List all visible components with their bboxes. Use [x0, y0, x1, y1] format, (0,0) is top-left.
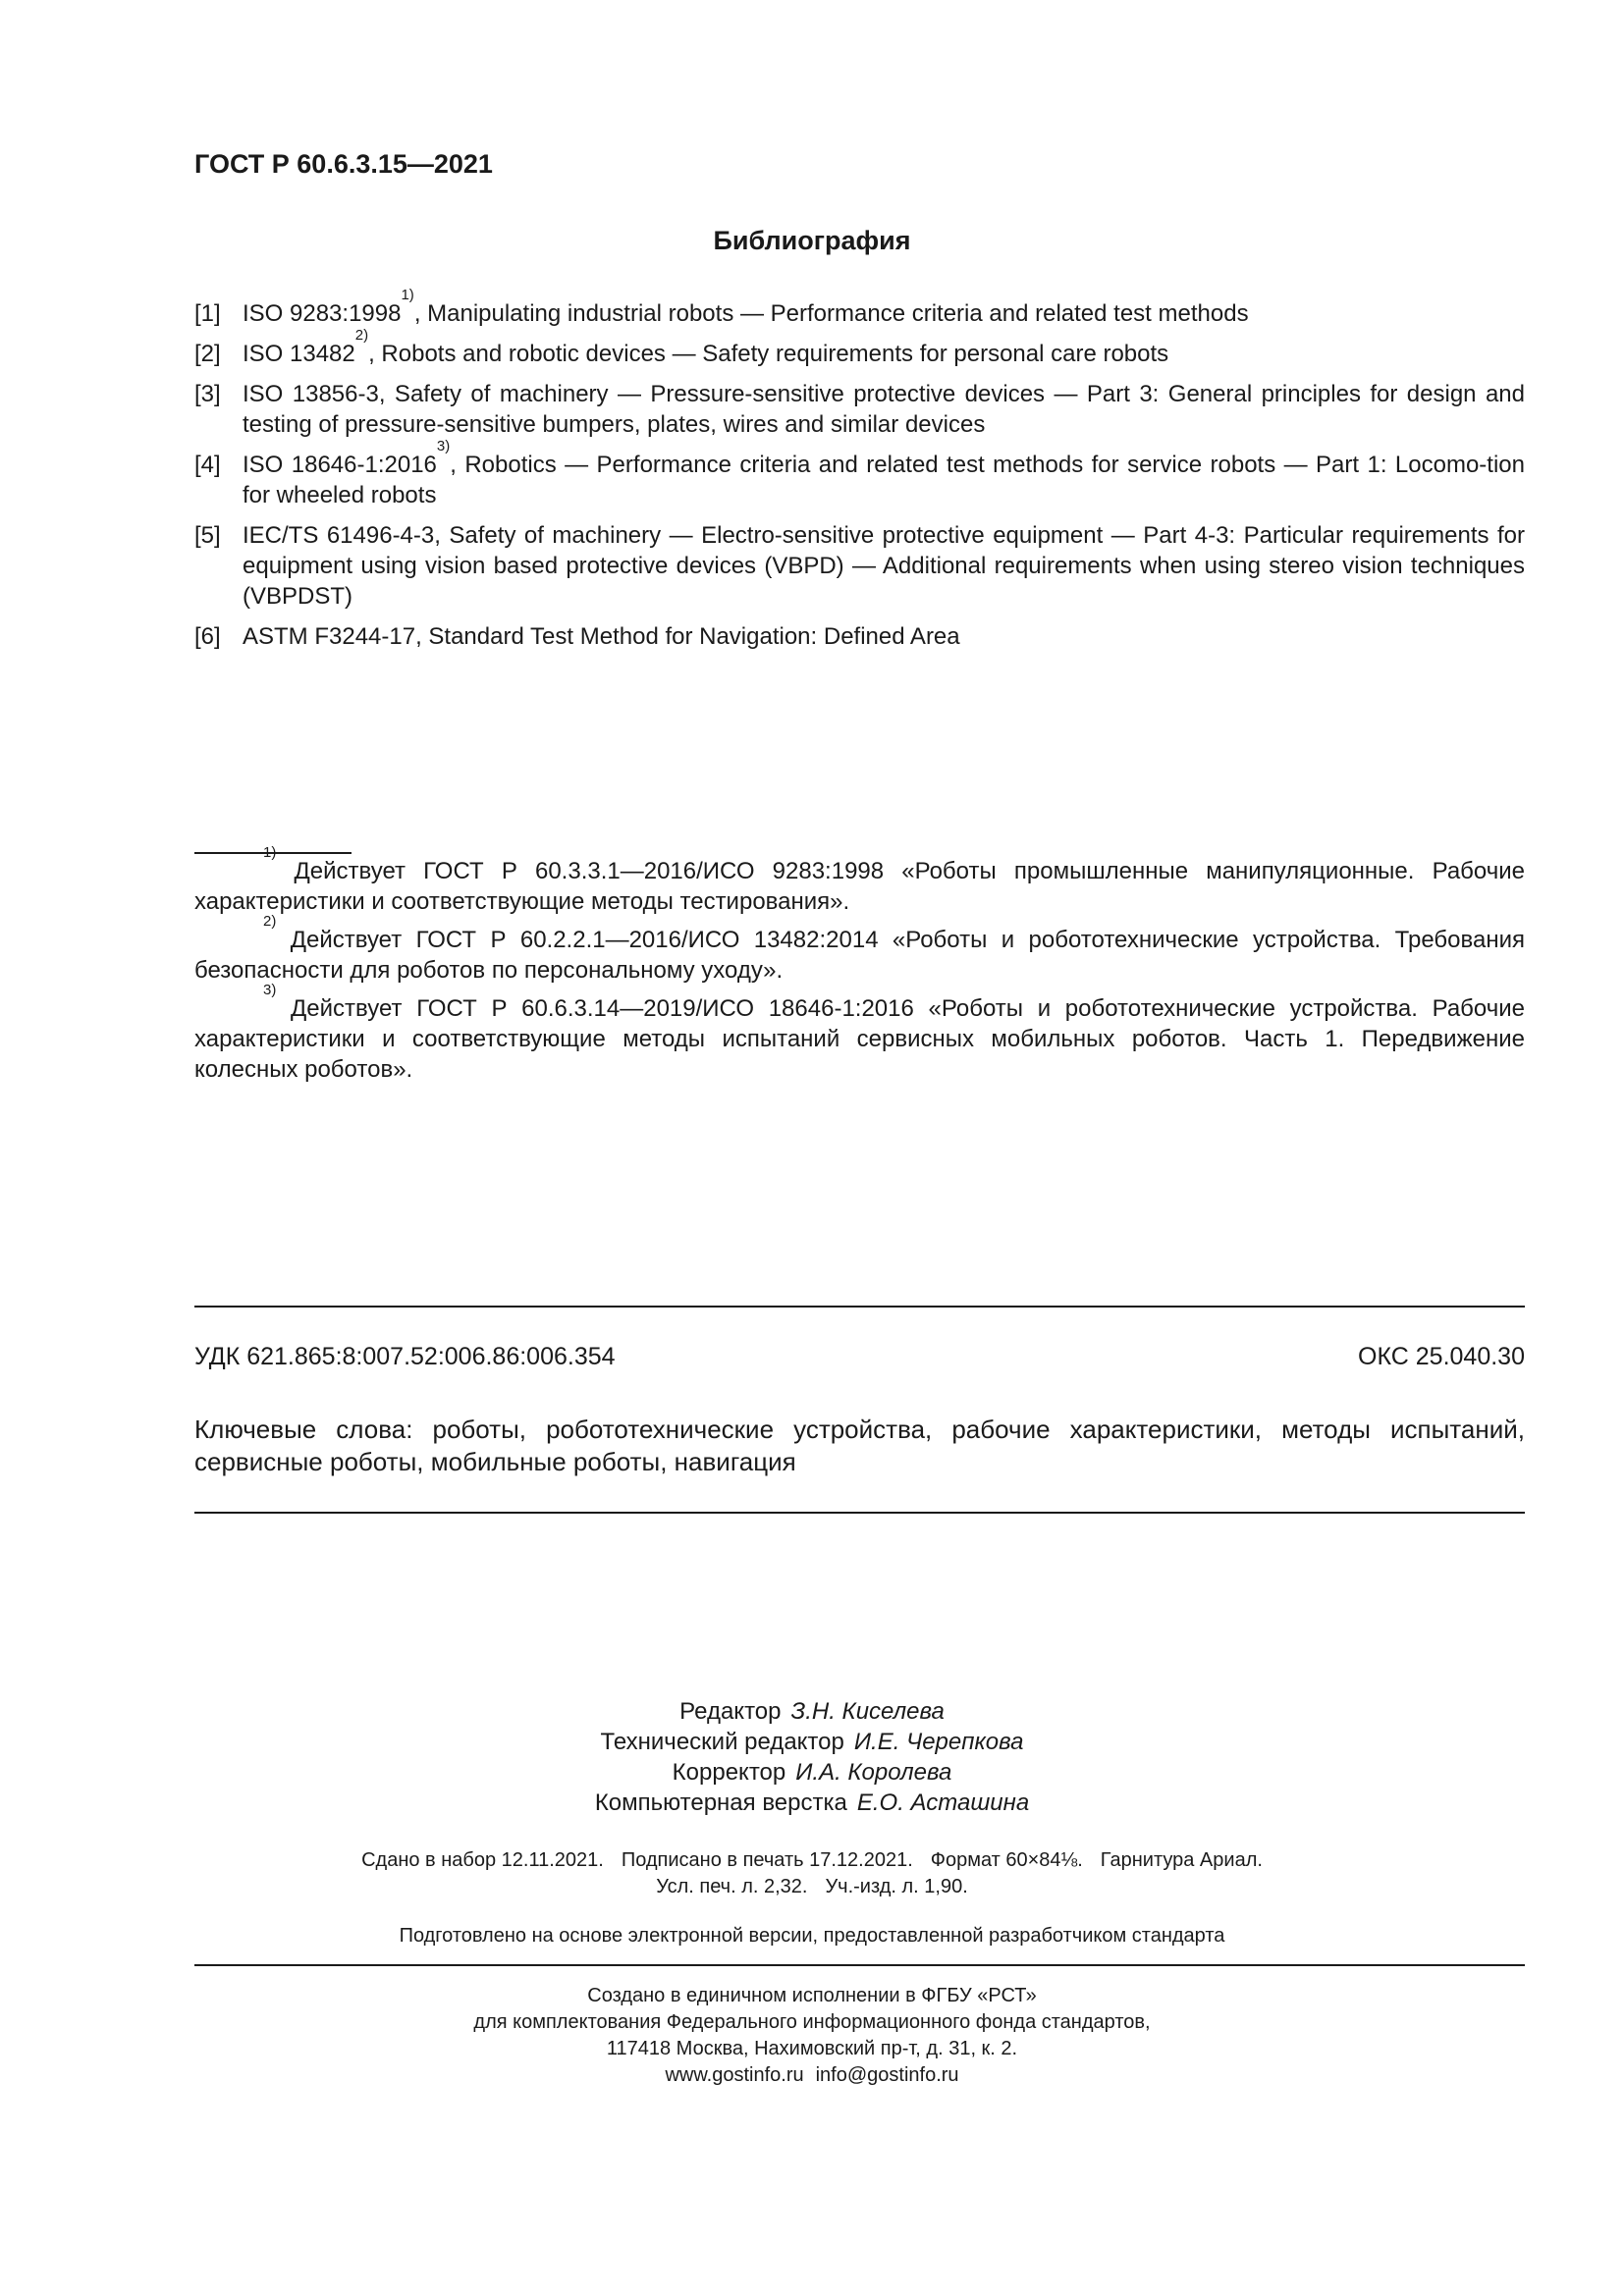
- bibliography-item-text: ISO 9283:1998$^{1)}$, Manipulating industrial robots — Performance criteria and related test methods: [243, 287, 1249, 327]
- footnote: $^{3)}$ Действует ГОСТ Р 60.6.3.14—2019/ИСО 18646-1:2016 «Роботы и робототехнические устройства. Рабочие характеристики и соответствующие методы испытаний сервисных мобильных роботов. Часть 1. Передвижение колесных роботов».: [194, 982, 1525, 1083]
- bibliography-item: [194, 520, 1525, 612]
- publisher-info: Создано в единичном исполнении в ФГБУ «РСТ» для комплектования Федерального информационного фонда стандартов, 117418 Москва, Нахимовский пр-т, д. 31, к. 2. www.gostinfo.ru info@gostinfo.ru: [473, 1985, 1151, 2086]
- bibliography-item: [194, 327, 1525, 369]
- keywords: Ключевые слова: роботы, робототехнические устройства, рабочие характеристики, методы испытаний, сервисные роботы, мобильные роботы, навигация: [194, 1415, 1525, 1476]
- print-info: Сдано в набор 12.11.2021. Подписано в печать 17.12.2021. Формат 60×84⅛. Гарнитура Ариал. Усл. печ. л. 2,32. Уч.-изд. л. 1,90.: [361, 1849, 1263, 1897]
- credits: [0, 1696, 1624, 1818]
- bibliography-list: [194, 287, 1525, 662]
- bibliography-item-number: [5]: [194, 522, 221, 549]
- bibliography-item-text: ISO 13482$^{2)}$, Robots and robotic devices — Safety requirements for personal care robots: [243, 327, 1169, 367]
- divider: [194, 1964, 1525, 1966]
- footnote-mark: 3): [263, 982, 277, 998]
- email-link[interactable]: info@gostinfo.ru: [815, 2064, 959, 2086]
- oks-code: ОКС 25.040.30: [1358, 1343, 1525, 1370]
- bibliography-item: [194, 621, 1525, 652]
- bibliography-item-number: [4]: [194, 452, 221, 478]
- bibliography-title: Библиография: [713, 226, 911, 255]
- bibliography-item-text: ISO 13856-3, Safety of machinery — Pressure-sensitive protective devices — Part 3: General principles for design and testing of pressure-sensitive bumpers, plates, wires and similar devices: [243, 381, 1525, 438]
- bibliography-item-text: ASTM F3244-17, Standard Test Method for Navigation: Defined Area: [243, 623, 960, 650]
- footnote-ref: 1): [401, 287, 414, 303]
- footnote-ref: 3): [436, 438, 451, 454]
- footnote-ref: 2): [354, 327, 369, 344]
- prepared-note: Подготовлено на основе электронной версии, предоставленной разработчиком стандарта: [399, 1925, 1225, 1947]
- credit-line: Редактор З.Н. Киселева: [679, 1698, 945, 1725]
- website-link[interactable]: www.gostinfo.ru: [665, 2064, 804, 2086]
- credit-line: Компьютерная верстка Е.О. Асташина: [594, 1789, 1030, 1816]
- bibliography-item: [194, 287, 1525, 329]
- footnote-mark: 1): [263, 844, 277, 861]
- bibliography-item-number: [3]: [194, 381, 221, 407]
- footnote: $^{2)}$ Действует ГОСТ Р 60.2.2.1—2016/ИСО 13482:2014 «Роботы и робототехнические устройства. Требования безопасности для роботов по персональному уходу».: [194, 913, 1525, 984]
- divider: [194, 1306, 1525, 1308]
- divider: [194, 1512, 1525, 1514]
- footnotes: [194, 844, 1525, 1093]
- credit-line: Технический редактор И.Е. Черепкова: [600, 1729, 1024, 1755]
- udk-code: УДК 621.865:8:007.52:006.86:006.354: [194, 1343, 616, 1370]
- bibliography-item: [194, 379, 1525, 440]
- footnote: $^{1)}$ Действует ГОСТ Р 60.3.3.1—2016/ИСО 9283:1998 «Роботы промышленные манипуляционные. Рабочие характеристики и соответствующие методы тестирования».: [194, 844, 1525, 915]
- bibliography-item-number: [6]: [194, 623, 221, 650]
- bibliography-item: [194, 438, 1525, 510]
- bibliography-item-number: [1]: [194, 300, 221, 327]
- document-code: ГОСТ Р 60.6.3.15—2021: [194, 149, 493, 179]
- bibliography-item-text: IEC/TS 61496-4-3, Safety of machinery — Electro-sensitive protective equipment — Part 4-3: Particular requirements for equipment using vision based protective devices (VBPD) — Additional requirements when using stereo vision techniques (VBPDST): [243, 522, 1525, 610]
- bibliography-item-number: [2]: [194, 341, 221, 367]
- credit-line: Корректор И.А. Королева: [672, 1759, 952, 1786]
- footnote-mark: 2): [263, 913, 277, 930]
- bibliography-item-text: ISO 18646-1:2016$^{3)}$, Robotics — Performance criteria and related test methods for service robots — Part 1: Locomo-tion for wheeled robots: [243, 438, 1525, 508]
